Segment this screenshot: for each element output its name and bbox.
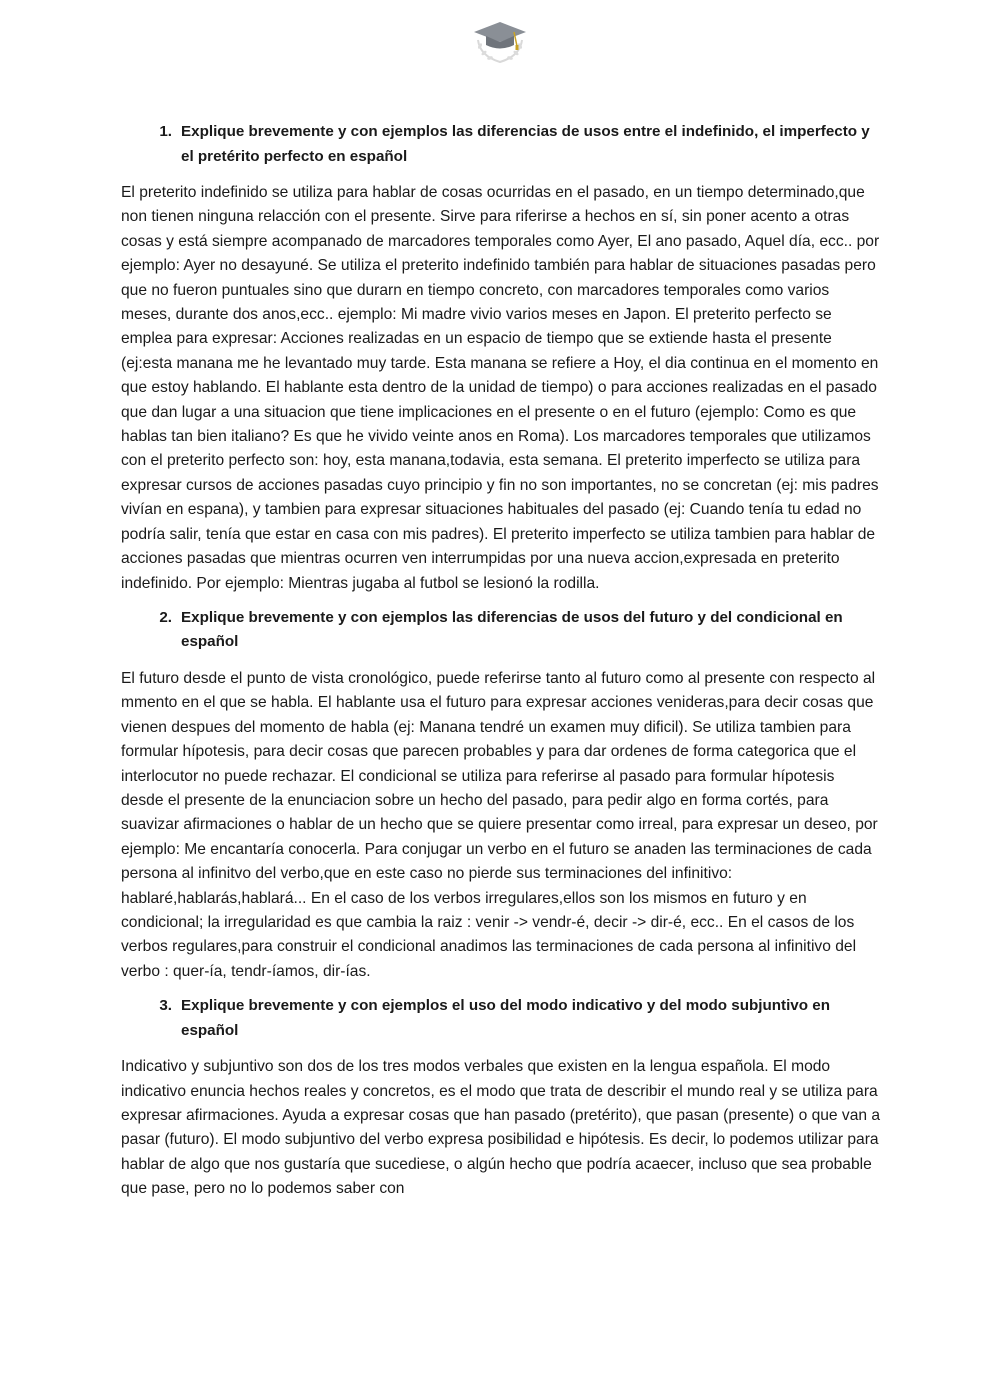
answer-2: El futuro desde el punto de vista cronológico, puede referirse tanto al futuro como al presente con respecto al mmento en el que se habla. El hablante usa el futuro para expresar acciones venideras,para decir cosas que vienen despues del momento de habla (ej: Manana tendré un examen muy dificil). Se utiliza tambien para formular hípotesis, para decir cosas que parecen probables y para dar ordenes de forma categorica que el interlocutor no puede rechazar. El condicional se utiliza para referirse al pasado para formular hípotesis desde el presente de la enunciacion sobre un hecho del pasado, para pedir algo en forma cortés, para suavizar afirmaciones o hablar de un hecho que se quiere presentar como irreal, para expresar un deseo, por ejemplo: Me encantaría conocerla. Para conjugar un verbo en el futuro se anaden las terminaciones de cada persona al infinitvo del verbo,que en este caso no pierde sus terminaciones del infinitivo: hablaré,hablarás,hablará... En el caso de los verbos irregulares,ellos son los mismos en futuro y en condicional; la irregularidad es que cambia la raiz : venir -> vendr-é, decir -> dir-é, ecc.. En el casos de los verbos regulares,para construir el condicional anadimos las terminaciones de cada persona al infinitivo del verbo : quer-ía, tendr-íamos, dir-ías. [121,669,878,980]
question-number: 3. [159,997,172,1015]
graduation-cap-icon [470,18,530,66]
answer-1: El preterito indefinido se utiliza para hablar de cosas ocurridas en el pasado, en un tiempo determinado,que non tienen ninguna relacción con el presente. Sirve para riferirse a hechos en sí, sin poner acento a otras cosas y está siempre acompanado de marcadores temporales como Ayer, El ano pasado, Aquel día, ecc.. por ejemplo: Ayer no desayuné. Se utiliza el preterito indefinido también para hablar de situaciones pasadas pero que no fueron puntuales sino que durarn en tiempo concreto, con marcadores temporales como varios meses, durante dos anos,ecc.. ejemplo: Mi madre vivio varios meses en Japon. El preterito perfecto se emplea para expresar: Acciones realizadas en un espacio de tiempo que se extiende hasta el presente (ej:esta manana me he levantado muy tarde. Esta manana se refiere a Hoy, el dia continua en el momento en que estoy hablando. El hablante esta dentro de la unidad de tiempo) o para acciones realizadas en el pasado que dan lugar a una situacion que tiene implicaciones en el presente o en el futuro (ejemplo: Como es que hablas tan bien italiano? Es que he vivido veinte anos en Roma). Los marcadores temporales que utilizamos con el preterito perfecto son: hoy, esta manana,todavia, esta semana. El preterito imperfecto se utiliza para expresar cursos de acciones pasadas cuyo principio y fin no son importantes, no se concretan (ej: mis padres vivían en espana), y tambien para expresar situaciones habituales del pasado (ej: Cuando tenía tu edad no podría salir, tenía que estar en casa con mis padres). El preterito imperfecto se utiliza tambien para hablar de acciones pasadas que mientras ocurren ven interrumpidas por una nueva accion,expresada en preterito indefinido. Por ejemplo: Mientras jugaba al futbol se lesionó la rodilla. [121,184,880,592]
question-2 [121,606,881,655]
answer-3: Indicativo y subjuntivo son dos de los tres modos verbales que existen en la lengua española. El modo indicativo enuncia hechos reales y concretos, es el modo que trata de describir el mundo real y se utiliza para expresar afirmaciones. Ayuda a expresar cosas que han pasado (pretérito), que pasan (presente) o que van a pasar (futuro). El modo subjuntivo del verbo expresa posibilidad e hipótesis. Es decir, lo podemos utilizar para hablar de algo que nos gustaría que sucediese, o algún hecho que podría acaecer, incluso que sea probable que pase, pero no lo podemos saber con [121,1058,881,1198]
question-text: Explique brevemente y con ejemplos el uso del modo indicativo y del modo subjuntivo en español [181,997,830,1039]
question-3 [121,994,881,1043]
question-text: Explique brevemente y con ejemplos las diferencias de usos entre el indefinido, el imperfecto y el pretérito perfecto en español [181,123,870,165]
question-number: 1. [159,123,172,140]
question-1 [121,120,881,169]
document-body [121,120,881,1212]
question-text: Explique brevemente y con ejemplos las diferencias de usos del futuro y del condicional en español [181,608,843,651]
question-number: 2. [159,608,172,626]
